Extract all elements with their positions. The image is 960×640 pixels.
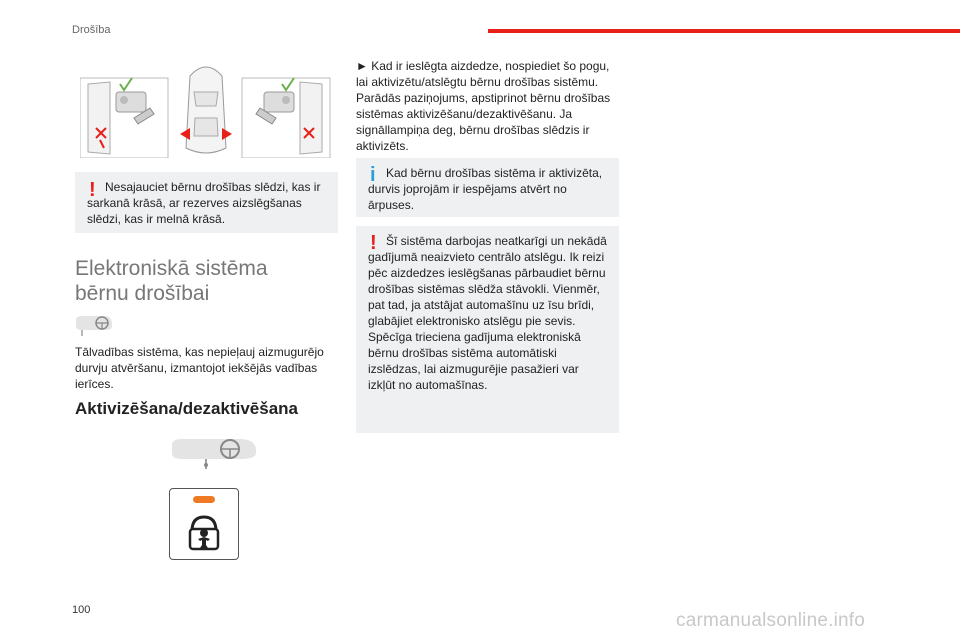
info-icon: i — [370, 164, 376, 186]
subsection-title: Aktivizēšana/dezaktivēšana — [75, 399, 299, 418]
warning-note-text: Nesajauciet bērnu drošības slēdzi, kas ir sarkanā krāsā, ar rezerves aizslēgšanas slēdzi, kas ir melnā krāsā. — [87, 180, 321, 226]
header-accent-bar — [488, 29, 960, 33]
car-top-view — [180, 67, 232, 153]
warning-icon: ! — [370, 232, 377, 254]
warning-note-colors — [75, 172, 338, 233]
intro-paragraph: Tālvadības sistēma, kas nepieļauj aizmugurējo durvju atvēršanu, izmantojot iekšējās vadības ierīces. — [75, 345, 324, 391]
child-lock-doors-illustration — [80, 58, 332, 158]
info-note-text: Kad bērnu drošības sistēma ir aktivizēta, durvis joprojām ir iespējams atvērt no ārpuses. — [368, 166, 603, 212]
right-door-panel — [242, 78, 330, 158]
info-note — [356, 158, 619, 217]
header-section-title: Drošība — [72, 24, 111, 36]
watermark: carmanualsonline.info — [676, 610, 866, 631]
steering-wheel-icon — [74, 314, 114, 338]
instruction-paragraph: ► Kad ir ieslēgta aizdedze, nospiediet šo pogu, lai aktivizētu/atslēgtu bērnu drošības sistēmu. Parādās paziņojums, apstiprinot bērnu drošības sistēmas aktivizēšanu/dezaktivēšanu. Ja signāllampiņa deg, bērnu drošības slēdzis ir aktivizēts. — [356, 59, 611, 153]
dashboard-steering-wheel-icon — [170, 437, 260, 471]
page-number: 100 — [72, 604, 91, 616]
warning-note-system — [356, 226, 619, 433]
child-lock-button[interactable] — [169, 488, 239, 560]
child-lock-icon — [184, 511, 224, 551]
child-lock-indicator-light — [193, 496, 215, 503]
section-title: Elektroniskā sistēma bērnu drošībai — [75, 257, 268, 305]
warning-note-system-text: Šī sistēma darbojas neatkarīgi un nekādā gadījumā neaizvieto centrālo atslēgu. Ik reizi pēc aizdedzes ieslēgšanas pārbaudiet bērnu drošības sistēmas slēdža stāvokli. Vienmēr, pat tad, ja atstājat automašīnu uz īsu brīdi, glabājiet elektronisko atslēgu pie sevis. Spēcīga trieciena gadījuma elektroniskā bērnu drošības sistēma automātiski izslēdzas, lai aizmugurējie pasažieri var izkļūt no automašīnas. — [368, 234, 607, 392]
left-door-panel — [80, 78, 168, 158]
warning-icon: ! — [89, 179, 96, 201]
